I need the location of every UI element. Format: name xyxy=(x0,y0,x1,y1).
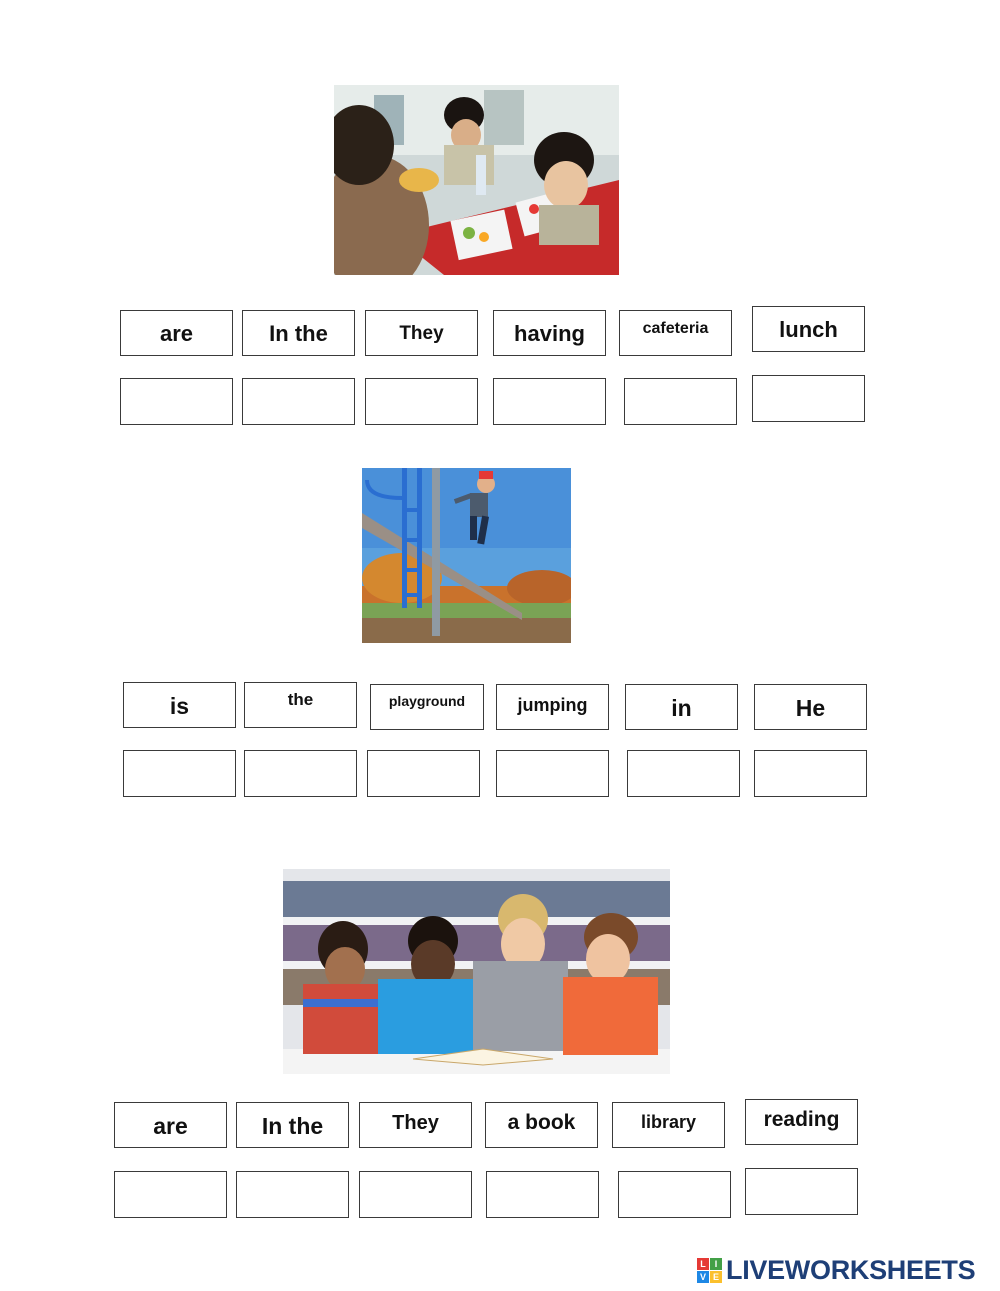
answer-slot[interactable] xyxy=(367,750,480,797)
answer-slot[interactable] xyxy=(236,1171,349,1218)
logo-mark-letter: E xyxy=(710,1271,722,1283)
answer-slot[interactable] xyxy=(123,750,236,797)
word-tile[interactable]: playground xyxy=(370,684,484,730)
word-tile[interactable]: reading xyxy=(745,1099,858,1145)
answer-slot[interactable] xyxy=(627,750,740,797)
brand-name: LIVEWORKSHEETS xyxy=(726,1254,976,1285)
answer-slot[interactable] xyxy=(745,1168,858,1215)
answer-slot[interactable] xyxy=(752,375,865,422)
answer-slot[interactable] xyxy=(365,378,478,425)
library-reading-photo xyxy=(283,869,670,1074)
logo-mark-letter: I xyxy=(710,1258,722,1270)
answer-slot[interactable] xyxy=(359,1171,472,1218)
word-tile[interactable]: lunch xyxy=(752,306,865,352)
word-tile[interactable]: cafeteria xyxy=(619,310,732,356)
cafeteria-lunch-photo xyxy=(334,85,619,275)
playground-jumping-photo xyxy=(362,468,571,643)
answer-slot[interactable] xyxy=(496,750,609,797)
word-tile[interactable]: library xyxy=(612,1102,725,1148)
answer-slot[interactable] xyxy=(242,378,355,425)
word-tile[interactable]: He xyxy=(754,684,867,730)
word-tile[interactable]: In the xyxy=(236,1102,349,1148)
answer-slot[interactable] xyxy=(493,378,606,425)
word-tile[interactable]: in xyxy=(625,684,738,730)
answer-slot[interactable] xyxy=(486,1171,599,1218)
answer-slot[interactable] xyxy=(618,1171,731,1218)
logo-mark-letter: V xyxy=(697,1271,709,1283)
word-tile[interactable]: They xyxy=(365,310,478,356)
word-tile[interactable]: the xyxy=(244,682,357,728)
word-tile[interactable]: are xyxy=(120,310,233,356)
liveworksheets-logo xyxy=(697,1255,997,1285)
word-tile[interactable]: They xyxy=(359,1102,472,1148)
word-tile[interactable]: In the xyxy=(242,310,355,356)
answer-slot[interactable] xyxy=(120,378,233,425)
answer-slot[interactable] xyxy=(244,750,357,797)
answer-slot[interactable] xyxy=(754,750,867,797)
logo-mark-letter: L xyxy=(697,1258,709,1270)
word-tile[interactable]: is xyxy=(123,682,236,728)
logo-mark-icon xyxy=(697,1258,722,1283)
answer-slot[interactable] xyxy=(624,378,737,425)
word-tile[interactable]: are xyxy=(114,1102,227,1148)
word-tile[interactable]: having xyxy=(493,310,606,356)
word-tile[interactable]: jumping xyxy=(496,684,609,730)
word-tile[interactable]: a book xyxy=(485,1102,598,1148)
answer-slot[interactable] xyxy=(114,1171,227,1218)
